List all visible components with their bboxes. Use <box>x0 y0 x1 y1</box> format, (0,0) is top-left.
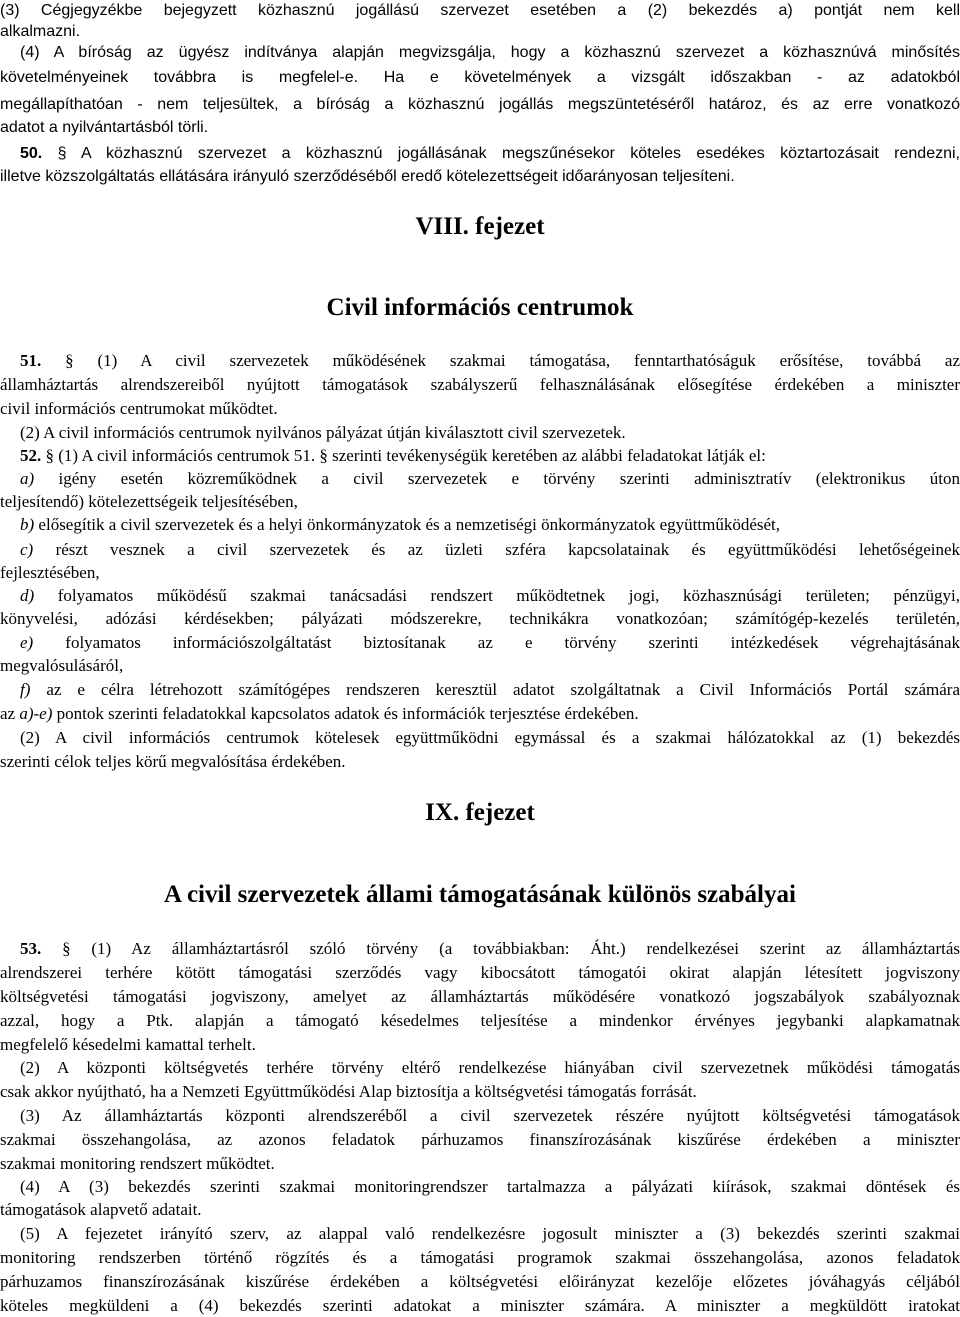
chapter-title: A civil szervezetek állami támogatásának különös szabályai <box>164 881 796 908</box>
list-item-c-line <box>0 562 960 583</box>
text: folyamatos működésű szakmai tanácsadási rendszert működtetnek jogi, közhasznúsági területen; pénzügyi, <box>57 586 960 605</box>
paragraph-4-line <box>20 42 960 63</box>
paragraph-4-line <box>0 94 960 115</box>
text: alrendszerei terhére kötött támogatási szerződés vagy kibocsátott támogatói okirat alapján létesített jogviszony <box>0 963 960 982</box>
text: követelményeinek továbbra is megfelel-e. Ha e követelmények a vizsgált időszakban - az adatokból <box>0 69 960 86</box>
section-53-p5-line <box>20 1223 960 1244</box>
text: költségvetési támogatási jogviszony, amelyet az államháztartás működésére vonatkozó jogszabályok szabályoznak <box>0 987 960 1006</box>
text: csak akkor nyújtható, ha a Nemzeti Együttműködési Alap biztosítja a költségvetési támogatás forrását. <box>0 1082 697 1101</box>
text: monitoring rendszerben történő rögzítés és a támogatási programok szakmai összehangolása, azonos feladatok <box>0 1248 960 1267</box>
reference: a)-e) <box>19 704 53 723</box>
section-53-p5-line <box>0 1295 960 1316</box>
section-53-p4-line <box>0 1199 960 1220</box>
text: azzal, hogy a Ptk. alapján a támogató késedelmes teljesítése a mindenkor érvényes jegybanki alapkamatnak <box>0 1011 960 1030</box>
text: támogatások alapvető adatait. <box>0 1200 202 1219</box>
text: (3) Az államháztartás központi alrendszeréből a civil szervezetek részére nyújtott költségvetési támogatások <box>20 1106 960 1125</box>
list-label: c) <box>20 540 34 559</box>
section-52-line <box>20 445 960 466</box>
text: pontok szerinti feladatokkal kapcsolatos adatok és információk terjesztése érdekében. <box>52 704 639 723</box>
section-53-line <box>0 1034 960 1055</box>
text: civil információs centrumokat működtet. <box>0 399 278 418</box>
text: (2) A központi költségvetés terhére törvény eltérő rendelkezése hiányában civil szervezetnek működési támogatás <box>20 1058 960 1077</box>
text: megállapíthatóan - nem teljesültek, a bíróság a közhasznú jogállás megszüntetéséről határoz, és az erre vonatkozó <box>0 96 960 113</box>
list-label: b) <box>20 515 35 534</box>
section-52-p2-line <box>0 751 960 772</box>
section-53-line <box>20 938 960 959</box>
list-label: e) <box>20 633 34 652</box>
text: az e célra létrehozott számítógépes rendszeren keresztül adatot szolgáltatnak a Civil Információs Portál számára <box>46 680 960 699</box>
list-item-a-line <box>20 468 960 489</box>
text: könyvelési, adózási kérdésekben; pályázati módszerekre, technikákra vonatkozóan; számítógép-kezelés területén, <box>0 609 960 628</box>
text: (4) A bíróság az ügyész indítványa alapján megvizsgálja, hogy a közhasznú szervezet a közhasznúvá minősítés <box>20 44 960 61</box>
list-item-f-line <box>20 679 960 700</box>
section-51-line <box>0 374 960 395</box>
text: szakmai monitoring rendszert működtet. <box>0 1154 275 1173</box>
text: adatot a nyilvántartásból törli. <box>0 119 209 136</box>
list-label: f) <box>20 680 31 699</box>
text: § (1) A civil információs centrumok 51. § szerinti tevékenységük keretében az alábbi feladatokat látják el: <box>45 446 766 465</box>
section-52-p2-line <box>20 727 960 748</box>
text: folyamatos információszolgáltatást biztosítanak az e törvény szerinti intézkedések végrehajtásának <box>65 633 960 652</box>
text: köteles megküldeni a (4) bekezdés szerinti adatokat a miniszter számára. A miniszter a megküldött iratokat <box>0 1296 960 1315</box>
section-53-p5-line <box>0 1271 960 1292</box>
section-50-line <box>0 166 960 187</box>
list-label: d) <box>20 586 35 605</box>
section-53-p3-line <box>0 1153 960 1174</box>
paragraph-3-line <box>0 21 960 42</box>
text: szakmai összehangolása, az azonos feladatok párhuzamos finanszírozásának kiszűrése érdekében a miniszter <box>0 1130 960 1149</box>
list-label: a) <box>20 469 35 488</box>
text: megfelelő késedelmi kamattal terhelt. <box>0 1035 256 1054</box>
section-number: 52. <box>20 446 42 465</box>
text: (5) A fejezetet irányító szerv, az alappal való rendelkezésre jogosult miniszter a (3) bekezdés szerinti szakmai <box>20 1224 960 1243</box>
section-50-line <box>20 143 960 164</box>
section-number: 53. <box>20 939 42 958</box>
section-53-p5-line <box>0 1247 960 1268</box>
paragraph-4-line <box>0 67 960 88</box>
text: szerinti célok teljes körű megvalósítása érdekében. <box>0 752 346 771</box>
list-item-e-line <box>20 632 960 653</box>
text: (2) A civil információs centrumok kötelesek együttműködni egymással és a szakmai hálózatokkal az (1) bekezdés <box>20 728 960 747</box>
text: párhuzamos finanszírozásának kiszűrése érdekében a költségvetési előirányzat kezelője előzetes jóváhagyás céljából <box>0 1272 960 1291</box>
text: megvalósulásáról, <box>0 656 124 675</box>
text: (3) Cégjegyzékbe bejegyzett közhasznú jogállású szervezet esetében a (2) bekezdés a) pontját nem kell <box>0 2 960 19</box>
text: (4) A (3) bekezdés szerinti szakmai monitoringrendszer tartalmazza a pályázati kiírások, szakmai döntések és <box>20 1177 960 1196</box>
list-item-b-line <box>20 514 960 535</box>
text: (2) A civil információs centrumok nyilvános pályázat útján kiválasztott civil szervezetek. <box>20 423 626 442</box>
section-51-line <box>0 398 960 419</box>
paragraph-4-line <box>0 117 960 138</box>
section-53-line <box>0 986 960 1007</box>
chapter-number: IX. fejezet <box>425 799 535 826</box>
text: illetve közszolgáltatás ellátására irányuló szerződéséből eredő kötelezettségeit időarányosan teljesíteni. <box>0 168 735 185</box>
section-53-p3-line <box>20 1105 960 1126</box>
section-number: 50. <box>20 145 43 162</box>
text: államháztartás alrendszereiből nyújtott támogatások szabályszerű felhasználásának elősegítése érdekében a miniszter <box>0 375 960 394</box>
text: teljesítendő) kötelezettségeik teljesítésében, <box>0 492 298 511</box>
list-item-d-line <box>0 608 960 629</box>
text: igény esetén közreműködnek a civil szervezetek e törvény szerinti adminisztratív (elektronikus úton <box>58 469 960 488</box>
section-53-line <box>0 962 960 983</box>
section-51-line <box>20 350 960 371</box>
list-item-f-line <box>0 703 960 724</box>
text: alkalmazni. <box>0 23 81 40</box>
list-item-c-line <box>20 539 960 560</box>
section-number: 51. <box>20 351 42 370</box>
chapter-title: Civil információs centrumok <box>326 294 634 321</box>
text: § A közhasznú szervezet a közhasznú jogállásának megszűnésekor köteles esedékes köztartozásait rendezni, <box>57 145 960 162</box>
text: az <box>0 704 20 723</box>
text: részt vesznek a civil szervezetek és az üzleti szféra kapcsolatainak és együttműködési lehetőségeinek <box>55 540 960 559</box>
section-53-p4-line <box>20 1176 960 1197</box>
list-item-a-line <box>0 491 960 512</box>
text: fejlesztésében, <box>0 563 100 582</box>
section-53-p2-line <box>20 1057 960 1078</box>
section-51-p2-line <box>20 422 960 443</box>
text: § (1) Az államháztartásról szóló törvény (a továbbiakban: Áht.) rendelkezései szerint az államháztartás <box>62 939 960 958</box>
chapter-number: VIII. fejezet <box>415 213 545 240</box>
list-item-e-line <box>0 655 960 676</box>
section-53-line <box>0 1010 960 1031</box>
section-53-p3-line <box>0 1129 960 1150</box>
list-item-d-line <box>20 585 960 606</box>
section-53-p2-line <box>0 1081 960 1102</box>
paragraph-3-line <box>0 0 960 21</box>
text: elősegítik a civil szervezetek és a helyi önkormányzatok és a nemzetiségi önkormányzatok együttműködését, <box>38 515 781 534</box>
text: § (1) A civil szervezetek működésének szakmai támogatása, fenntarthatóságuk erősítése, továbbá az <box>65 351 960 370</box>
